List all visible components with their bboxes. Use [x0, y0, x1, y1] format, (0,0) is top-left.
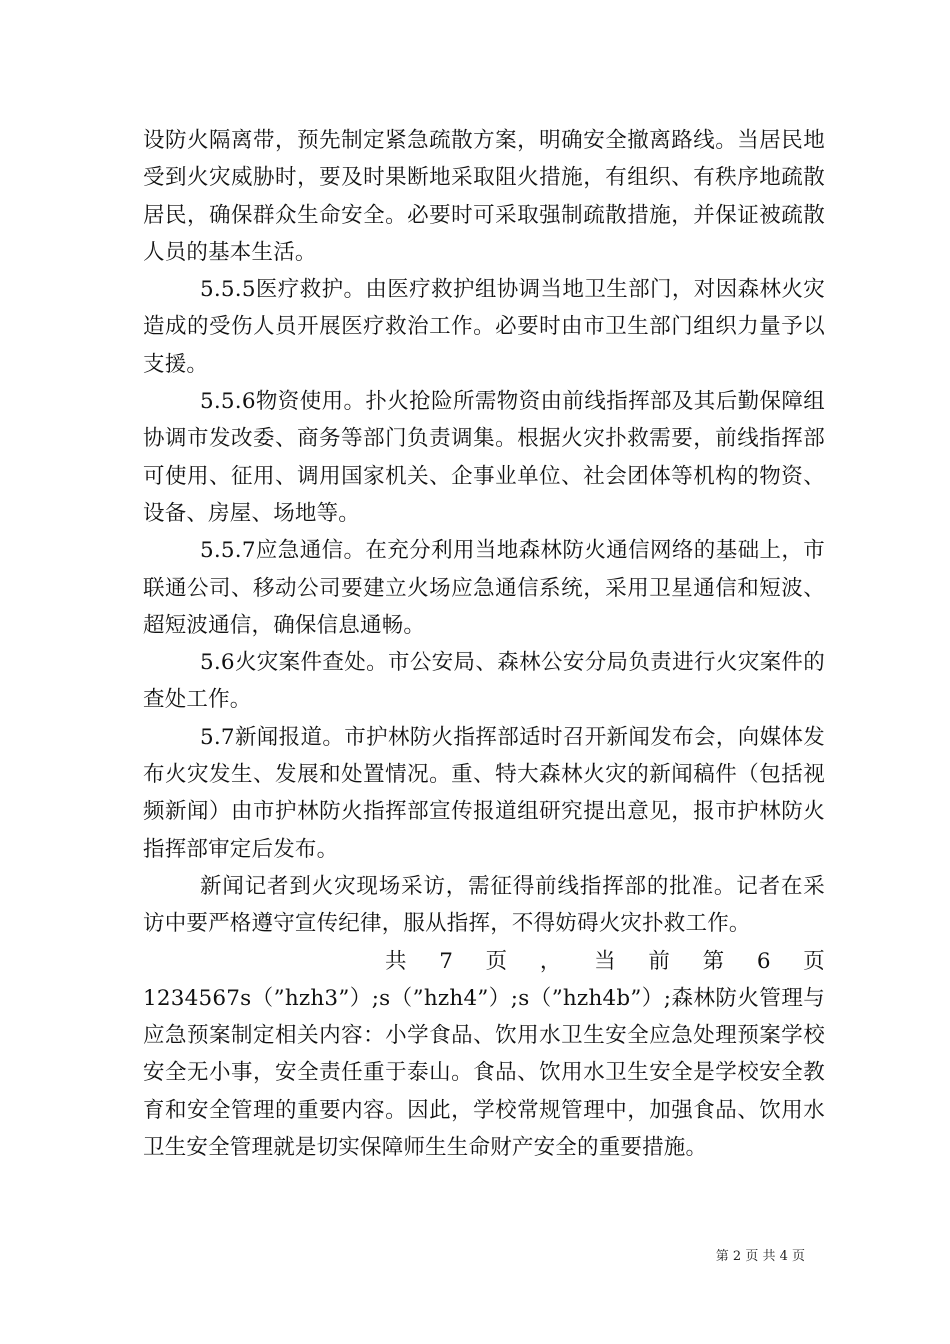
paragraph-tail-content: 1234567s（”hzh3”）;s（”hzh4”）;s（”hzh4b”）;森林防火管理与应急预案制定相关内容：小学食品、饮用水卫生安全应急处理预案学校安全无小事，安全责任重于泰山。食品、饮用水卫生安全是学校安全教育和安全管理的重要内容。因此，学校常规管理中，加强食品、饮用水卫生安全管理就是切实保障师生生命财产安全的重要措施。: [143, 985, 825, 1161]
document-body: [143, 122, 825, 1166]
page-count-char: 当: [594, 948, 616, 974]
page-count-char: 页: [803, 948, 825, 974]
paragraph-news-report: 5.7新闻报道。市护林防火指挥部适时召开新闻发布会，向媒体发布火灾发生、发展和处置情况。重、特大森林火灾的新闻稿件（包括视频新闻）由市护林防火指挥部宣传报道组研究提出意见，报市护林防火指挥部审定后发布。: [143, 724, 825, 862]
page-count-char: 页: [485, 948, 508, 974]
paragraph-materials: 5.5.6物资使用。扑火抢险所需物资由前线指挥部及其后勤保障组协调市发改委、商务等部门负责调集。根据火灾扑救需要，前线指挥部可使用、征用、调用国家机关、企事业单位、社会团体等机构的物资、设备、房屋、场地等。: [143, 389, 825, 526]
page-count-char: 6: [756, 948, 771, 974]
paragraph-medical-rescue: 5.5.5医疗救护。由医疗救护组协调当地卫生部门，对因森林火灾造成的受伤人员开展医疗救治工作。必要时由市卫生部门组织力量予以支援。: [143, 277, 825, 377]
page-count-char: 共: [385, 948, 407, 974]
paragraph-evacuation: 设防火隔离带，预先制定紧急疏散方案，明确安全撤离路线。当居民地受到火灾威胁时，要及时果断地采取阻火措施，有组织、有秩序地疏散居民，确保群众生命安全。必要时可采取强制疏散措施，并保证被疏散人员的基本生活。: [143, 128, 825, 265]
page-count-char: 前: [648, 948, 671, 974]
page-count-char: 第: [702, 948, 725, 974]
paragraph-case-investigation: 5.6火灾案件查处。市公安局、森林公安分局负责进行火灾案件的查处工作。: [143, 650, 825, 713]
paragraph-communication: 5.5.7应急通信。在充分利用当地森林防火通信网络的基础上，市联通公司、移动公司要建立火场应急通信系统，采用卫星通信和短波、超短波通信，确保信息通畅。: [143, 538, 825, 638]
page-count-line: [143, 943, 825, 980]
page-count-char: 7: [439, 948, 454, 974]
page-footer: 第 2 页 共 4 页: [715, 1249, 805, 1264]
page-count-char: ，: [539, 948, 562, 974]
paragraph-reporter: 新闻记者到火灾现场采访，需征得前线指挥部的批准。记者在采访中要严格遵守宣传纪律，服从指挥，不得妨碍火灾扑救工作。: [143, 873, 825, 937]
